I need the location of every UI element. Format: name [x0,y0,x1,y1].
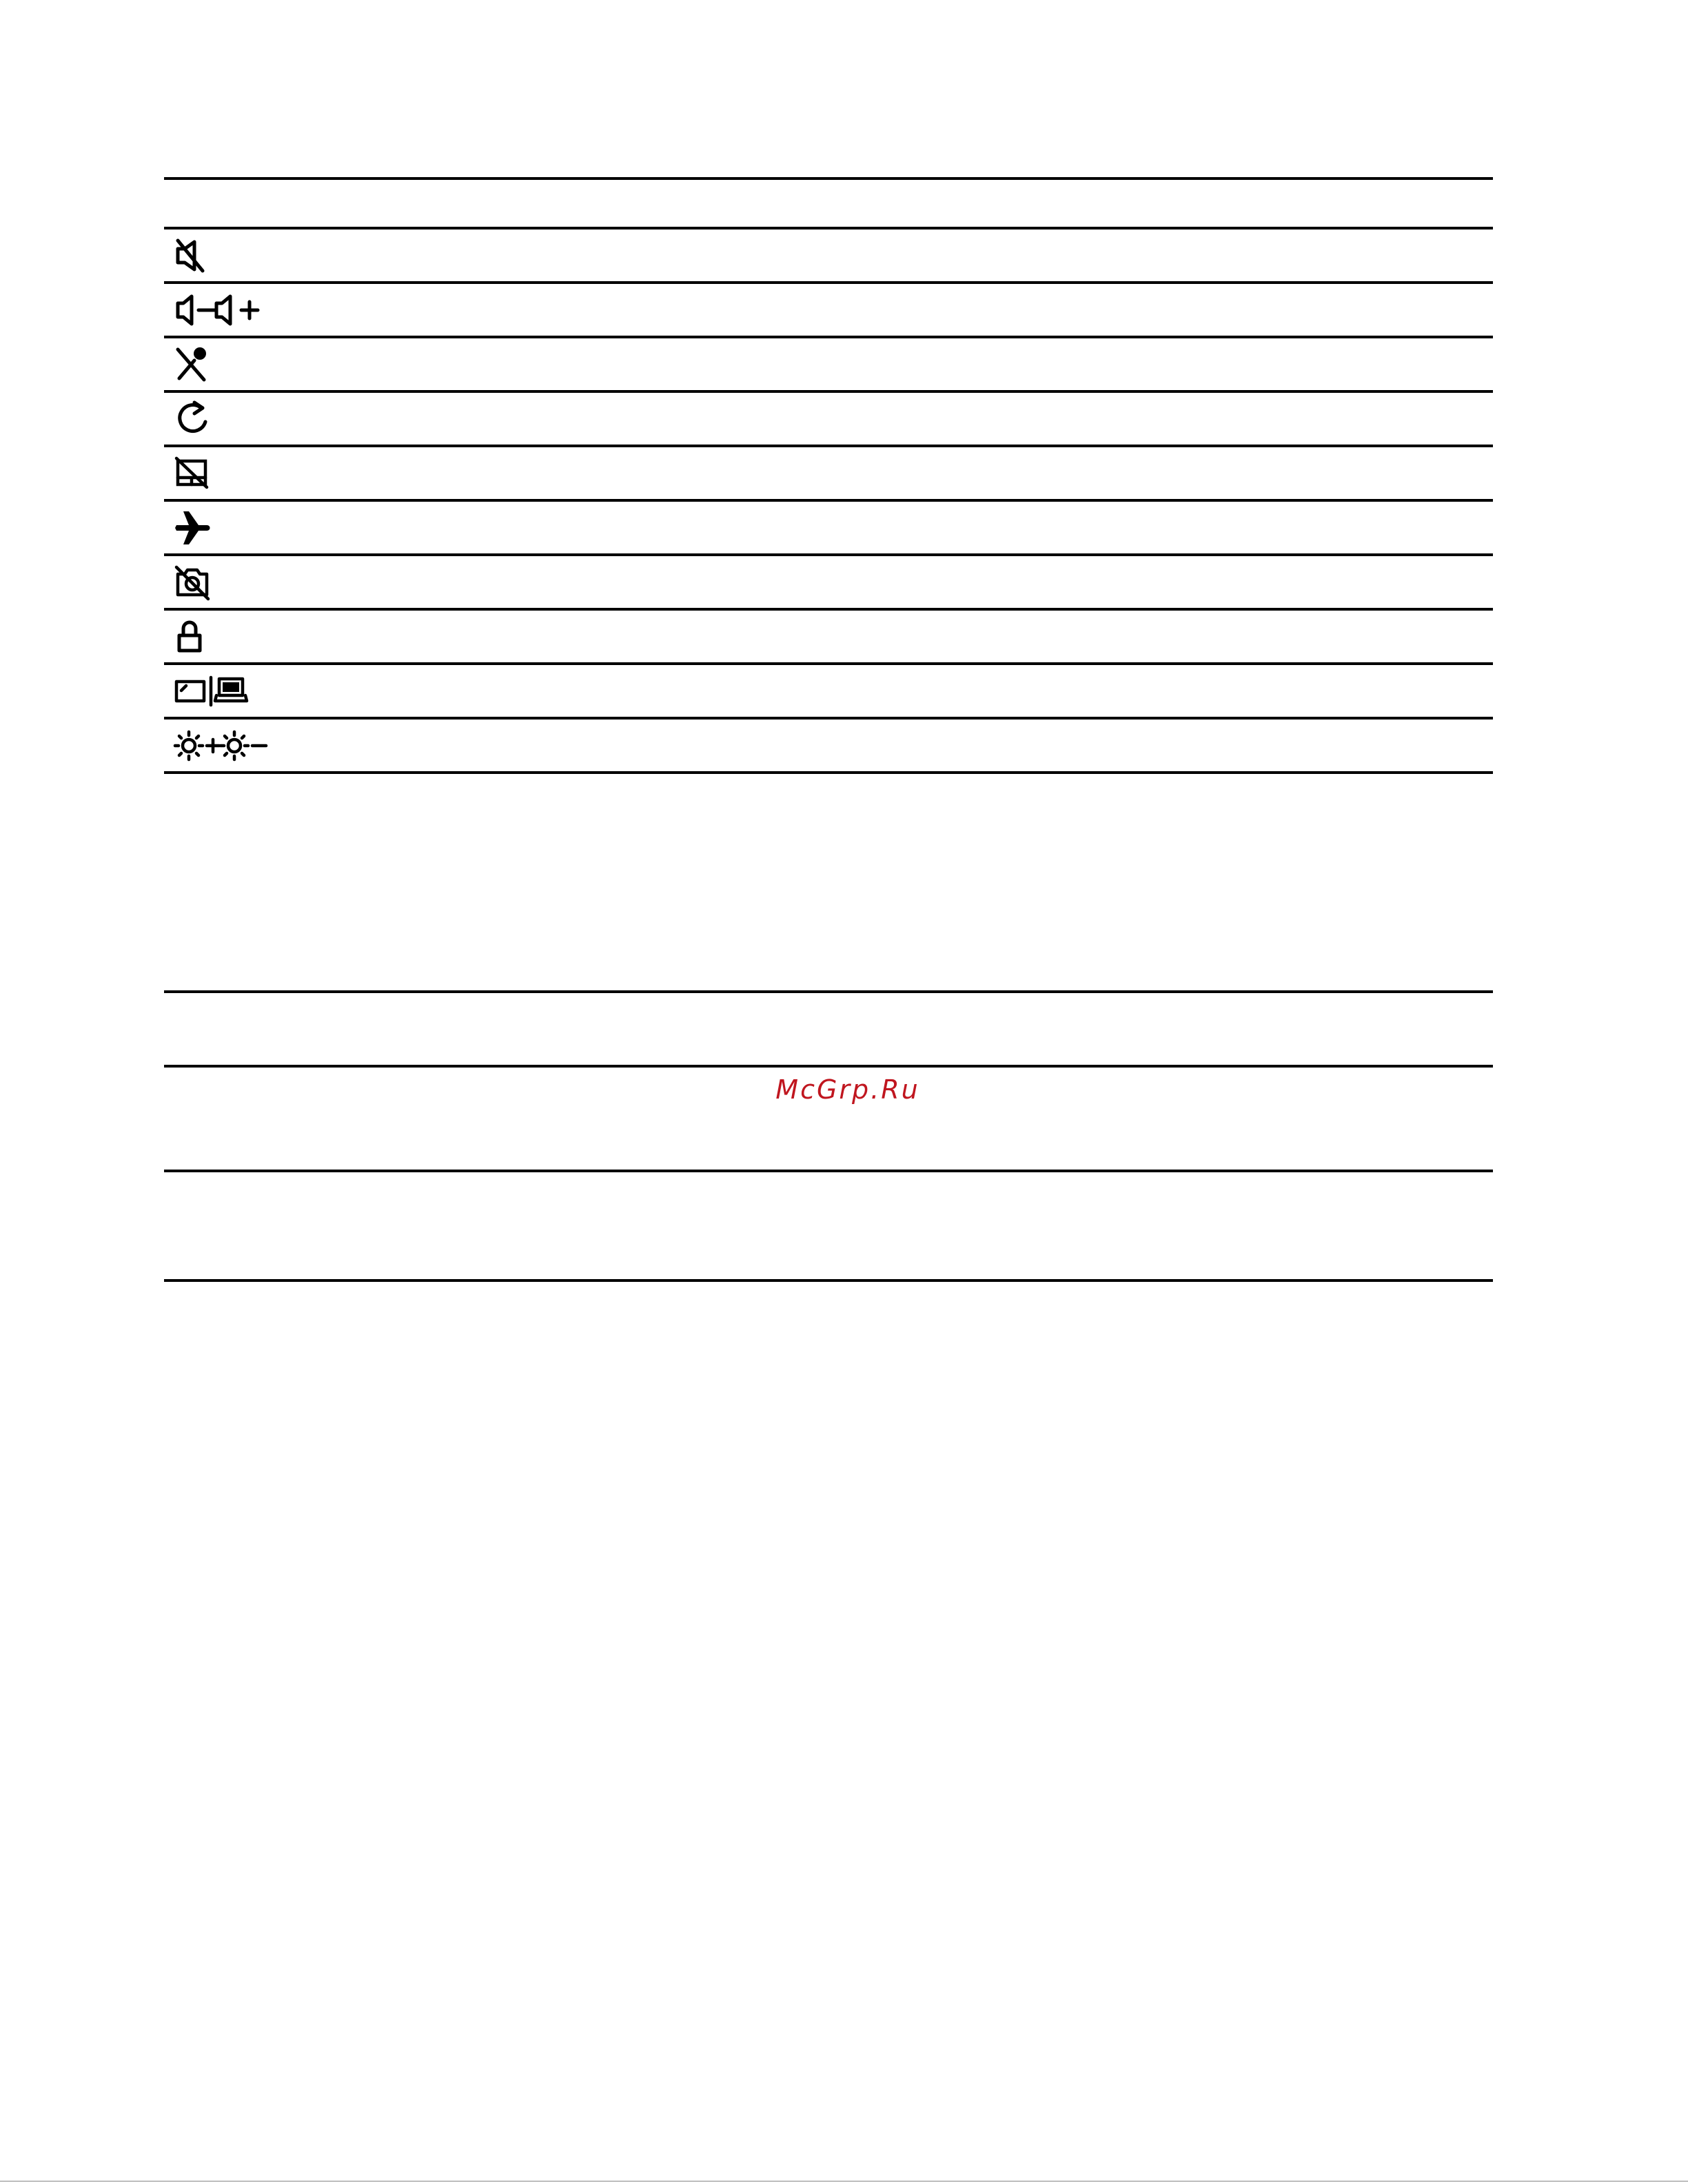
row-divider [164,445,1493,447]
table-bottom-rule [164,1279,1493,1282]
table-bottom-rule [164,771,1493,774]
page-footer-edge [0,2181,1688,2182]
row-divider [164,1170,1493,1172]
speaker-mute-icon [174,236,212,275]
row-divider [164,390,1493,393]
lock-icon [174,618,212,656]
row-divider [164,281,1493,284]
row-divider [164,336,1493,338]
brightness-up-down-icon [174,726,270,765]
row-divider [164,662,1493,665]
table-header-rule [164,1065,1493,1068]
refresh-icon [174,400,212,438]
display-switch-icon [174,672,250,711]
microphone-mute-icon [174,345,212,384]
camera-off-icon [174,563,212,602]
row-divider [164,717,1493,720]
table-top-rule [164,177,1493,180]
table-header-rule [164,227,1493,229]
row-divider [164,608,1493,611]
row-divider [164,553,1493,556]
row-divider [164,499,1493,502]
touchpad-off-icon [174,454,212,493]
table-top-rule [164,990,1493,993]
volume-down-up-icon [174,291,262,329]
airplane-mode-icon [174,509,212,547]
watermark: McGrp.Ru [775,1074,920,1105]
